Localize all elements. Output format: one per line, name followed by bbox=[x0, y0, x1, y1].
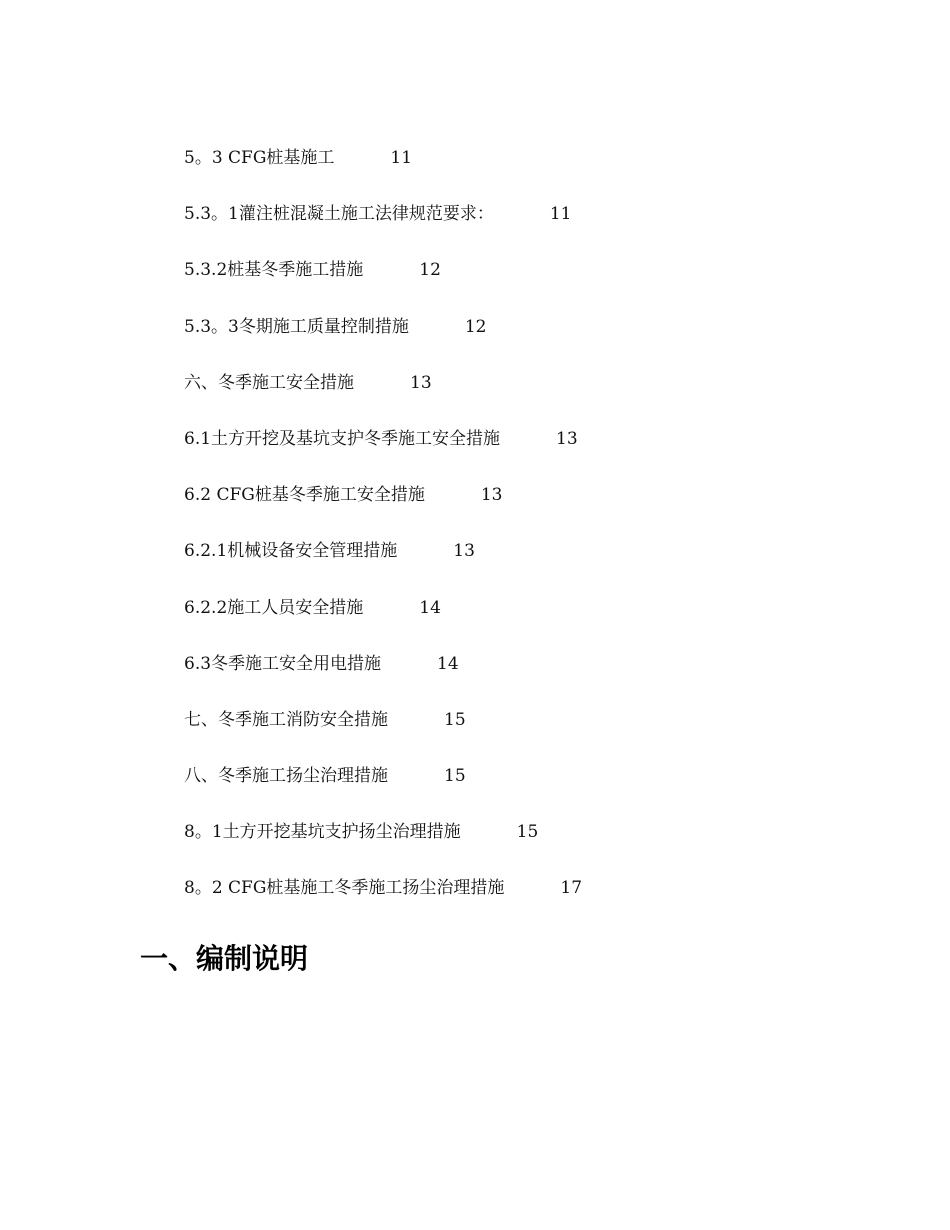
toc-entry[interactable] bbox=[184, 483, 582, 539]
toc-entry[interactable] bbox=[184, 652, 582, 708]
toc-entry-title: 5。3 CFG桩基施工 bbox=[184, 148, 335, 168]
toc-entry[interactable] bbox=[184, 539, 582, 595]
toc-entry-title: 5.3.2桩基冬季施工措施 bbox=[184, 260, 364, 281]
toc-entry-title: 5.3。3冬期施工质量控制措施 bbox=[184, 316, 409, 337]
toc-entry-page: 14 bbox=[437, 653, 459, 674]
toc-entry[interactable] bbox=[184, 146, 582, 202]
toc-entry-title: 八、冬季施工扬尘治理措施 bbox=[184, 766, 388, 787]
section-heading: 一、编制说明 bbox=[140, 942, 309, 975]
toc-entry[interactable] bbox=[184, 708, 582, 764]
toc-entry-page: 14 bbox=[419, 597, 441, 618]
toc-entry-title: 5.3。1灌注桩混凝土施工法律规范要求： bbox=[184, 204, 494, 225]
toc-entry[interactable] bbox=[184, 876, 582, 932]
toc-entry-page: 12 bbox=[419, 260, 441, 281]
toc-entry[interactable] bbox=[184, 820, 582, 876]
toc-entry-title: 8。1土方开挖基坑支护扬尘治理措施 bbox=[184, 822, 461, 843]
toc-entry-title: 6.1土方开挖及基坑支护冬季施工安全措施 bbox=[184, 428, 501, 449]
toc-entry[interactable] bbox=[184, 764, 582, 820]
toc-entry-page: 13 bbox=[410, 372, 432, 393]
table-of-contents bbox=[184, 146, 582, 933]
toc-entry-title: 七、冬季施工消防安全措施 bbox=[184, 709, 388, 730]
toc-entry[interactable] bbox=[184, 596, 582, 652]
toc-entry-page: 15 bbox=[444, 766, 466, 787]
toc-entry-page: 11 bbox=[390, 148, 413, 168]
toc-entry-page: 17 bbox=[560, 878, 583, 899]
toc-entry[interactable] bbox=[184, 427, 582, 483]
toc-entry-title: 6.2.2施工人员安全措施 bbox=[184, 597, 364, 618]
toc-entry[interactable] bbox=[184, 258, 582, 314]
toc-entry-title: 6.2.1机械设备安全管理措施 bbox=[184, 541, 398, 562]
toc-entry[interactable] bbox=[184, 202, 582, 258]
toc-entry-page: 11 bbox=[549, 204, 572, 225]
toc-entry-title: 六、冬季施工安全措施 bbox=[184, 372, 354, 393]
toc-entry[interactable] bbox=[184, 315, 582, 371]
toc-entry-page: 13 bbox=[480, 485, 503, 506]
toc-entry-title: 8。2 CFG桩基施工冬季施工扬尘治理措施 bbox=[184, 878, 505, 899]
toc-entry[interactable] bbox=[184, 371, 582, 427]
toc-entry-page: 12 bbox=[464, 316, 487, 337]
toc-entry-page: 13 bbox=[556, 428, 578, 449]
toc-entry-page: 15 bbox=[516, 822, 539, 843]
toc-entry-title: 6.3冬季施工安全用电措施 bbox=[184, 653, 382, 674]
toc-entry-page: 13 bbox=[453, 541, 475, 562]
toc-entry-page: 15 bbox=[444, 709, 466, 730]
toc-entry-title: 6.2 CFG桩基冬季施工安全措施 bbox=[184, 485, 425, 506]
